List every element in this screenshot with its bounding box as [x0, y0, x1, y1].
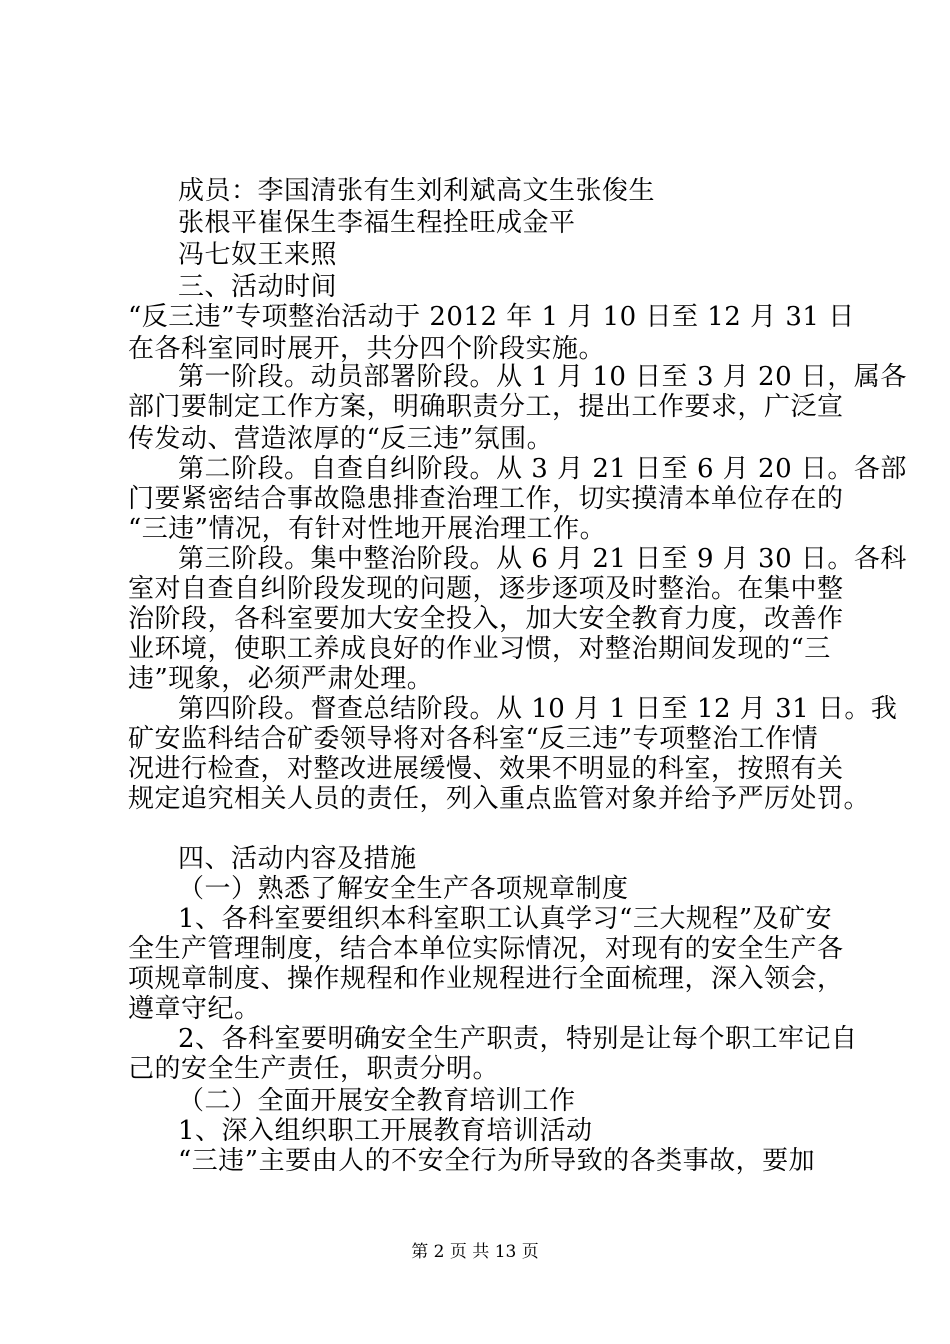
text-line: 违”现象，必须严肃处理。 — [128, 664, 434, 694]
text-line: 在各科室同时展开，共分四个阶段实施。 — [128, 334, 606, 364]
text-line: 2、各科室要明确安全生产职责，特别是让每个职工牢记自 — [178, 1024, 858, 1054]
text-line: 第三阶段。集中整治阶段。从 6 月 21 日至 9 月 30 日。各科 — [178, 544, 907, 574]
text-line: 第二阶段。自查自纠阶段。从 3 月 21 日至 6 月 20 日。各部 — [178, 454, 907, 484]
text-line: 矿安监科结合矿委领导将对各科室“反三违”专项整治工作情 — [128, 724, 819, 754]
text-line: 成员：李国清张有生刘利斌高文生张俊生 — [178, 176, 656, 206]
text-line: “反三违”专项整治活动于 2012 年 1 月 10 日至 12 月 31 日 — [128, 302, 855, 332]
text-line: 项规章制度、操作规程和作业规程进行全面梳理，深入领会， — [128, 964, 844, 994]
text-line: 业环境，使职工养成良好的作业习惯，对整治期间发现的“三 — [128, 634, 831, 664]
text-line: 部门要制定工作方案，明确职责分工，提出工作要求，广泛宣 — [128, 392, 844, 422]
text-line: “三违”情况，有针对性地开展治理工作。 — [128, 514, 607, 544]
text-line: 全生产管理制度，结合本单位实际情况，对现有的安全生产各 — [128, 934, 844, 964]
section-heading: 四、活动内容及措施 — [178, 844, 417, 874]
text-line: 1、深入组织职工开展教育培训活动 — [178, 1116, 593, 1146]
text-line: 冯七奴王来照 — [178, 240, 338, 270]
subsection-heading: （二）全面开展安全教育培训工作 — [178, 1086, 576, 1116]
text-line: 1、各科室要组织本科室职工认真学习“三大规程”及矿安 — [178, 904, 833, 934]
text-line: 己的安全生产责任，职责分明。 — [128, 1054, 500, 1084]
text-line: “三违”主要由人的不安全行为所导致的各类事故，要加 — [178, 1146, 816, 1176]
text-line: 室对自查自纠阶段发现的问题，逐步逐项及时整治。在集中整 — [128, 574, 844, 604]
text-line: 张根平崔保生李福生程拴旺成金平 — [178, 208, 576, 238]
text-line: 传发动、营造浓厚的“反三违”氛围。 — [128, 424, 554, 454]
text-line: 第四阶段。督查总结阶段。从 10 月 1 日至 12 月 31 日。我 — [178, 694, 898, 724]
text-line: 门要紧密结合事故隐患排查治理工作，切实摸清本单位存在的 — [128, 484, 844, 514]
section-heading: 三、活动时间 — [178, 272, 338, 302]
text-line: 规定追究相关人员的责任，列入重点监管对象并给予严厉处罚。 — [128, 784, 871, 814]
subsection-heading: （一）熟悉了解安全生产各项规章制度 — [178, 874, 629, 904]
text-line: 第一阶段。动员部署阶段。从 1 月 10 日至 3 月 20 日，属各 — [178, 362, 907, 392]
page-number-footer: 第 2 页 共 13 页 — [411, 1242, 539, 1262]
text-line: 治阶段，各科室要加大安全投入，加大安全教育力度，改善作 — [128, 604, 844, 634]
text-line: 况进行检查，对整改进展缓慢、效果不明显的科室，按照有关 — [128, 754, 844, 784]
text-line: 遵章守纪。 — [128, 994, 261, 1024]
